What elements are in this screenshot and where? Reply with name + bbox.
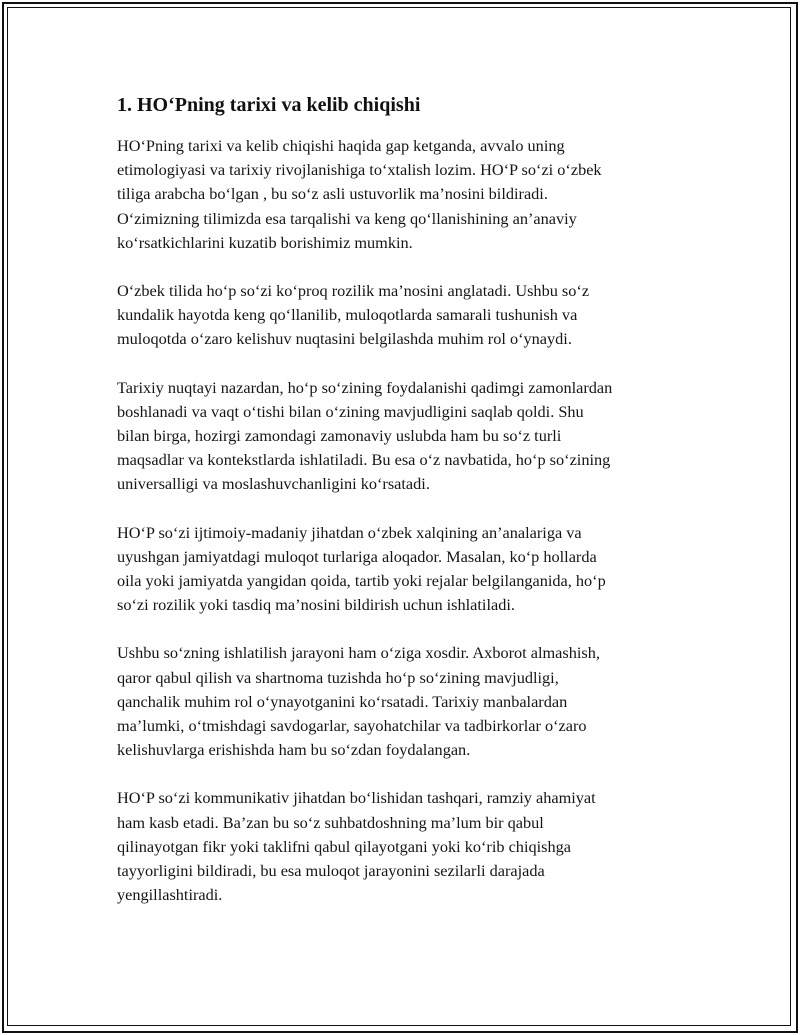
text-line: HO‘P so‘zi ijtimoiy-madaniy jihatdan o‘zbek xalqining an’analariga va xyxy=(117,522,582,542)
text-line: kundalik hayotda keng qo‘llanilib, muloqotlarda samarali tushunish va xyxy=(117,305,578,325)
paragraph-4 xyxy=(117,521,697,618)
text-line: qaror qabul qilish va shartnoma tuzishda ho‘p so‘zining mavjudligi, xyxy=(117,667,559,687)
text-line: qilinayotgan fikr yoki taklifni qabul qilayotgani yoki ko‘rib chiqishga xyxy=(117,836,571,856)
document-body xyxy=(117,92,697,931)
text-line: qanchalik muhim rol o‘ynayotganini ko‘rsatadi. Tarixiy manbalardan xyxy=(117,691,568,711)
paragraph-5 xyxy=(117,641,697,762)
text-line: so‘zi rozilik yoki tasdiq ma’nosini bildirish uchun ishlatiladi. xyxy=(117,595,515,615)
text-line: HO‘P so‘zi kommunikativ jihatdan bo‘lishidan tashqari, ramziy ahamiyat xyxy=(117,788,596,808)
paragraph-2 xyxy=(117,279,697,352)
text-line: HO‘Pning tarixi va kelib chiqishi haqida gap ketganda, avvalo uning xyxy=(117,136,565,155)
text-line: ham kasb etadi. Ba’zan bu so‘z suhbatdoshning ma’lum bir qabul xyxy=(117,812,544,832)
text-line: ko‘rsatkichlarini kuzatib borishimiz mumkin. xyxy=(117,232,413,252)
text-line: bilan birga, hozirgi zamondagi zamonaviy uslubda ham bu so‘z turli xyxy=(117,426,562,446)
text-line: maqsadlar va kontekstlarda ishlatiladi. Bu esa o‘z navbatida, ho‘p so‘zining xyxy=(117,450,611,470)
text-line: oila yoki jamiyatda yangidan qoida, tartib yoki rejalar belgilanganida, ho‘p xyxy=(117,571,606,591)
text-line: tayyorligini bildiradi, bu esa muloqot jarayonini sezilarli darajada xyxy=(117,861,545,881)
text-line: O‘zbek tilida ho‘p so‘zi ko‘proq rozilik ma’nosini anglatadi. Ushbu so‘z xyxy=(117,281,590,301)
paragraph-3 xyxy=(117,376,697,497)
text-line: uyushgan jamiyatdagi muloqot turlariga aloqador. Masalan, ko‘p hollarda xyxy=(117,546,597,566)
text-line: boshlanadi va vaqt o‘tishi bilan o‘zining mavjudligini saqlab qoldi. Shu xyxy=(117,401,584,421)
text-line: kelishuvlarga erishishda ham bu so‘zdan foydalangan. xyxy=(117,740,471,760)
paragraph-1 xyxy=(117,134,697,255)
text-line: tiliga arabcha bo‘lgan , bu so‘z asli ustuvorlik ma’nosini bildiradi. xyxy=(117,184,548,204)
text-line: Tarixiy nuqtayi nazardan, ho‘p so‘zining foydalanishi qadimgi zamonlardan xyxy=(117,377,613,397)
text-line: ma’lumki, o‘tmishdagi savdogarlar, sayohatchilar va tadbirkorlar o‘zaro xyxy=(117,716,587,736)
paragraph-6 xyxy=(117,786,697,907)
text-line: etimologiyasi va tarixiy rivojlanishiga to‘xtalish lozim. HO‘P so‘zi o‘zbek xyxy=(117,160,602,180)
text-line: muloqotda o‘zaro kelishuv nuqtasini belgilashda muhim rol o‘ynaydi. xyxy=(117,329,572,349)
section-title: 1. HO‘Pning tarixi va kelib chiqishi xyxy=(117,94,421,116)
text-line: yengillashtiradi. xyxy=(117,885,223,905)
text-line: O‘zimizning tilimizda esa tarqalishi va keng qo‘llanishining an’anaviy xyxy=(117,208,577,228)
text-line: Ushbu so‘zning ishlatilish jarayoni ham o‘ziga xosdir. Axborot almashish, xyxy=(117,643,600,663)
text-line: universalligi va moslashuvchanligini ko‘rsatadi. xyxy=(117,474,430,494)
